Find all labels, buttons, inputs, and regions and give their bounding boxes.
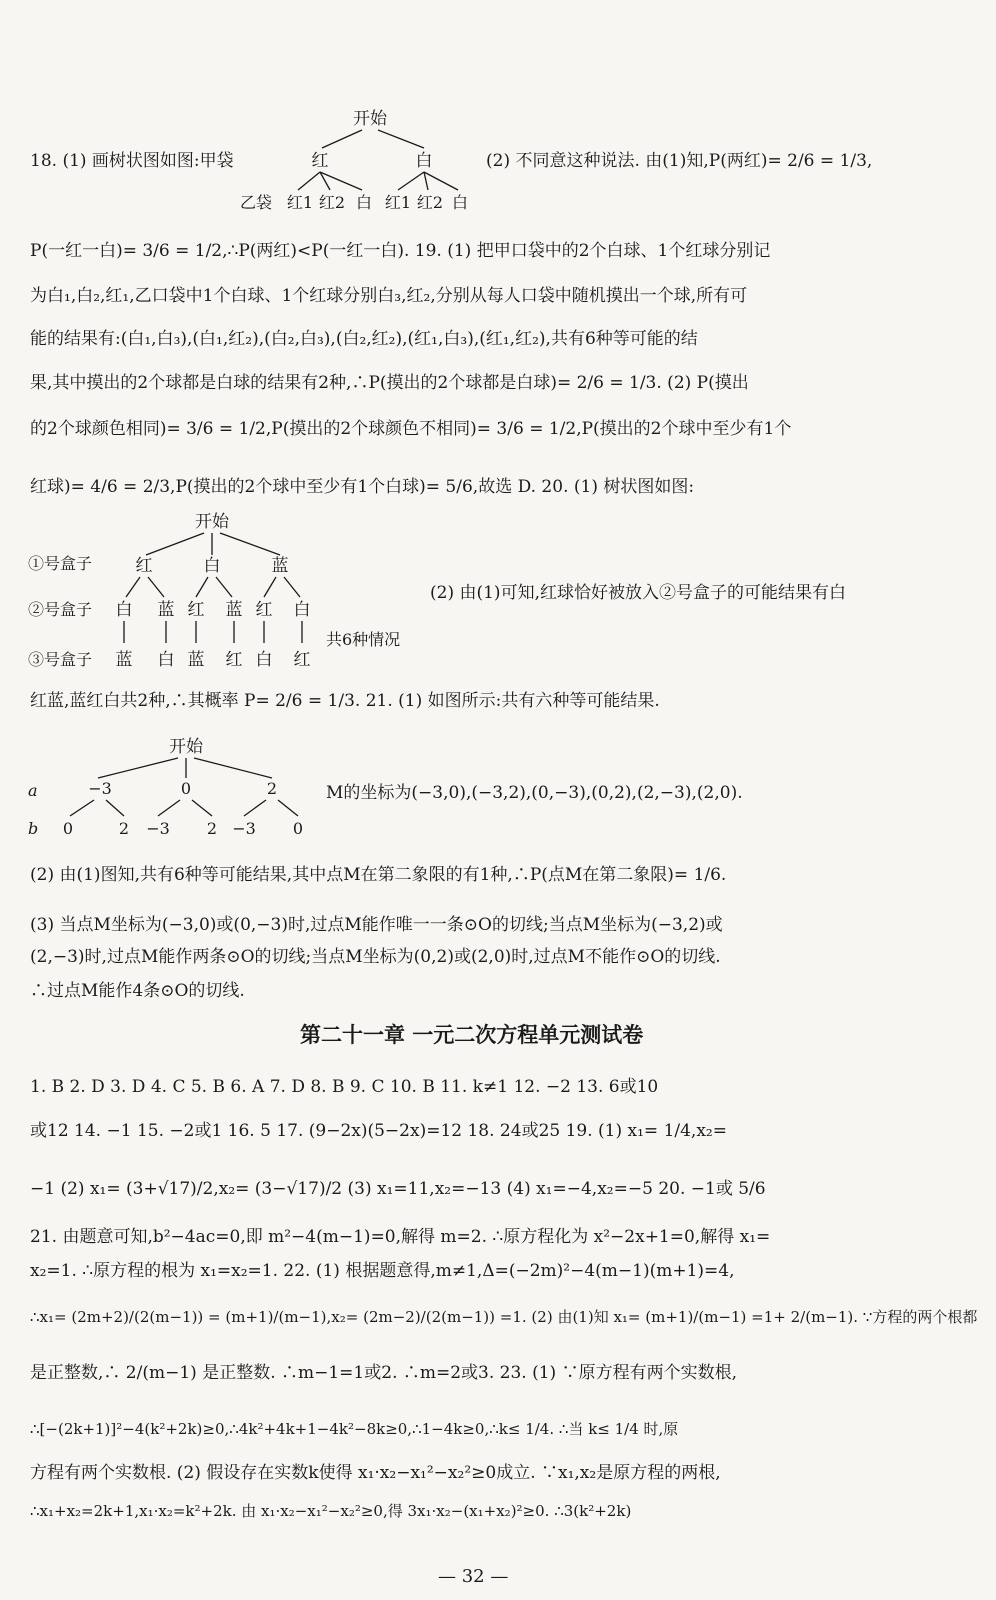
text-line-12: (3) 当点M坐标为(−3,0)或(0,−3)时,过点M能作唯一一条⊙O的切线;当点M坐标为(−3,2)或 [30,915,723,935]
tree21-l2-1: 2 [118,819,130,838]
tree18-l2-3: 红1 [384,193,412,212]
tree21-l1-2: 2 [266,779,278,798]
tree18-l2-2: 白 [355,193,373,212]
tree20-l1-1: 白 [203,556,221,576]
tree20-l3-2: 蓝 [187,650,205,670]
tree21-l1-1: 0 [180,779,192,798]
text-line-3: 为白₁,白₂,红₁,乙口袋中1个白球、1个红球分别白₃,红₂,分别从每人口袋中随机摸出一个球,所有可 [30,286,748,306]
tree20-row-label-2: ③号盒子 [28,650,93,669]
text-line-7: 红球)= 4/6 = 2/3,P(摸出的2个球中至少有1个白球)= 5/6,故选 D. 20. (1) 树状图如图: [30,477,695,497]
text-line-10: M的坐标为(−3,0),(−3,2),(0,−3),(0,2),(2,−3),(2,0). [326,783,743,803]
tree18-l1-1: 白 [415,151,433,171]
tree20-l2-0: 白 [115,600,133,620]
text-line-13: (2,−3)时,过点M能作两条⊙O的切线;当点M坐标为(0,2)或(2,0)时,过点M不能作⊙O的切线. [30,947,721,967]
page-number: — 32 — [438,1566,509,1587]
text-line-5: 果,其中摸出的2个球都是白球的结果有2种,∴P(摸出的2个球都是白球)= 2/6 = 1/3. (2) P(摸出 [30,373,749,393]
answers-line-21: ∴x₁= (2m+2)/(2(m−1)) = (m+1)/(m−1),x₂= (2m−2)/(2(m−1)) =1. (2) 由(1)知 x₁= (m+1)/(m−1) =1+ 2/(m−1). ∵方程的两个根都 [30,1308,978,1326]
tree20-l2-3: 蓝 [225,600,243,620]
tree20-l2-4: 红 [255,600,273,620]
line-18-intro: 18. (1) 画树状图如图:甲袋 [30,151,234,171]
tree20-l3-5: 红 [293,650,311,670]
answers-line-17: 或12 14. −1 15. −2或1 16. 5 17. (9−2x)(5−2x)=12 18. 24或25 19. (1) x₁= 1/4,x₂= [30,1121,727,1141]
tree18-root: 开始 [353,109,387,129]
answers-line-24: 方程有两个实数根. (2) 假设存在实数k使得 x₁·x₂−x₁²−x₂²≥0成立. ∵x₁,x₂是原方程的两根, [30,1463,721,1483]
tree20-l3-0: 蓝 [115,650,133,670]
tree20-root: 开始 [195,512,229,532]
answers-line-23: ∴[−(2k+1)]²−4(k²+2k)≥0,∴4k²+4k+1−4k²−8k≥0,∴1−4k≥0,∴k≤ 1/4. ∴当 k≤ 1/4 时,原 [30,1420,679,1438]
answers-line-22: 是正整数,∴ 2/(m−1) 是正整数. ∴m−1=1或2. ∴m=2或3. 23. (1) ∵原方程有两个实数根, [30,1363,738,1383]
tree20-l3-4: 白 [255,650,273,670]
tree18-l1-0: 红 [311,151,329,171]
answers-line-19: 21. 由题意可知,b²−4ac=0,即 m²−4(m−1)=0,解得 m=2. ∴原方程化为 x²−2x+1=0,解得 x₁= [30,1227,771,1247]
tree21-l2-2: −3 [146,819,170,838]
tree21-l2-3: 2 [206,819,218,838]
chapter-title: 第二十一章 一元二次方程单元测试卷 [300,1023,644,1047]
tree18-l2-0: 红1 [286,193,314,212]
tree20-l3-1: 白 [157,650,175,670]
text-line-9: 红蓝,蓝红白共2种,∴其概率 P= 2/6 = 1/3. 21. (1) 如图所示:共有六种等可能结果. [30,691,660,711]
tree21-l2-5: 0 [292,819,304,838]
answers-line-18: −1 (2) x₁= (3+√17)/2,x₂= (3−√17)/2 (3) x₁=11,x₂=−13 (4) x₁=−4,x₂=−5 20. −1或 5/6 [30,1179,766,1199]
tree21-row-label-1: b [28,819,39,838]
tree21-l2-0: 0 [62,819,74,838]
tree18-l2-4: 红2 [416,193,444,212]
tree18-l2-label: 乙袋 [240,193,273,212]
tree-diagram-20 [28,505,428,675]
tree20-note: 共6种情况 [326,630,401,649]
tree18-l2-5: 白 [451,193,469,212]
tree20-row-label-1: ②号盒子 [28,600,93,619]
tree20-l2-2: 红 [187,600,205,620]
line-18-part2: (2) 不同意这种说法. 由(1)知,P(两红)= 2/6 = 1/3, [486,151,873,171]
tree20-l2-1: 蓝 [157,600,175,620]
answers-line-25: ∴x₁+x₂=2k+1,x₁·x₂=k²+2k. 由 x₁·x₂−x₁²−x₂²≥0,得 3x₁·x₂−(x₁+x₂)²≥0. ∴3(k²+2k) [30,1502,632,1520]
tree20-l2-5: 白 [293,600,311,620]
tree21-l1-0: −3 [88,779,112,798]
answers-line-20: x₂=1. ∴原方程的根为 x₁=x₂=1. 22. (1) 根据题意得,m≠1,Δ=(−2m)²−4(m−1)(m+1)=4, [30,1261,735,1281]
tree21-l2-4: −3 [232,819,256,838]
tree20-l1-2: 蓝 [271,556,289,576]
tree20-l1-0: 红 [135,556,153,576]
tree-diagram-21 [28,732,348,842]
tree21-row-label-0: a [28,781,38,800]
tree20-l3-3: 红 [225,650,243,670]
text-line-11: (2) 由(1)图知,共有6种等可能结果,其中点M在第二象限的有1种,∴P(点M在第二象限)= 1/6. [30,865,727,885]
answers-line-16: 1. B 2. D 3. D 4. C 5. B 6. A 7. D 8. B 9. C 10. B 11. k≠1 12. −2 13. 6或10 [30,1077,659,1097]
text-line-8: (2) 由(1)可知,红球恰好被放入②号盒子的可能结果有白 [430,583,846,603]
text-line-4: 能的结果有:(白₁,白₃),(白₁,红₂),(白₂,白₃),(白₂,红₂),(红₁,白₃),(红₁,红₂),共有6种等可能的结 [30,329,698,349]
tree21-root: 开始 [169,737,203,757]
tree-diagram-18 [232,102,472,212]
text-line-2: P(一红一白)= 3/6 = 1/2,∴P(两红)<P(一红一白). 19. (1) 把甲口袋中的2个白球、1个红球分别记 [30,241,771,261]
tree18-l2-1: 红2 [318,193,346,212]
text-line-14: ∴过点M能作4条⊙O的切线. [30,981,245,1001]
tree20-row-label-0: ①号盒子 [28,554,93,573]
text-line-6: 的2个球颜色相同)= 3/6 = 1/2,P(摸出的2个球颜色不相同)= 3/6 = 1/2,P(摸出的2个球中至少有1个 [30,419,792,439]
